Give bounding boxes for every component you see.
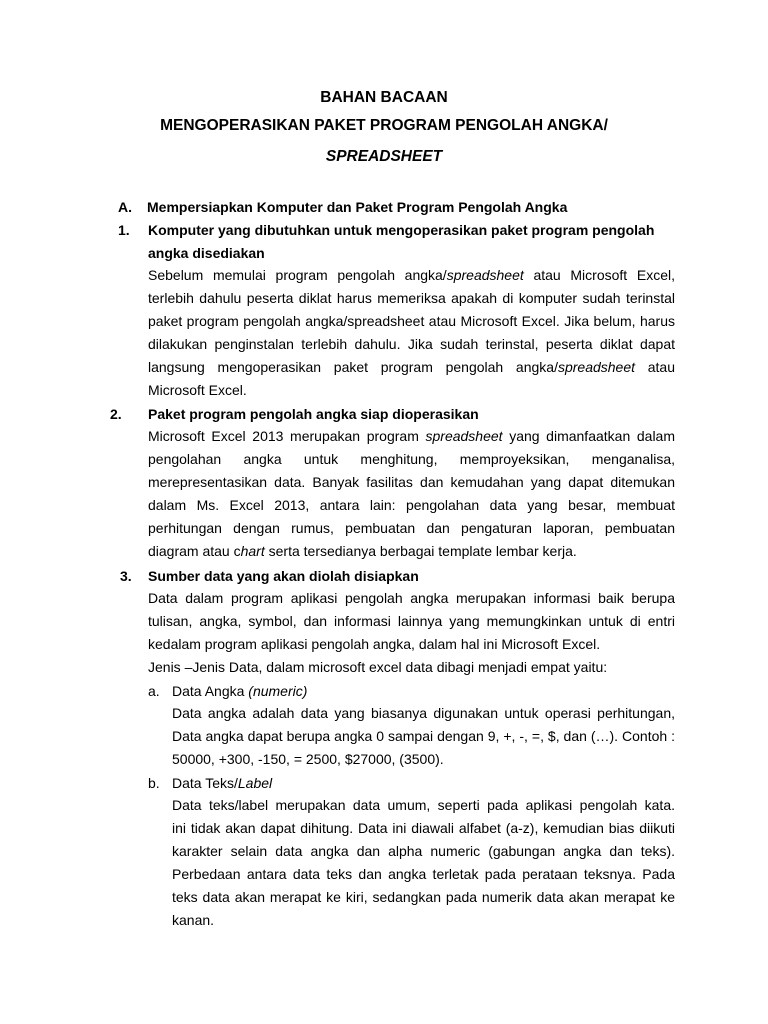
sub-b-marker: b.: [148, 775, 160, 791]
item1-para-line3: paket program pengolah angka/spreadsheet atau Microsoft Excel. Jika belum, harus: [148, 313, 675, 329]
sub-a-para-line3: 50000, +300, -150, = 2500, $27000, (3500).: [172, 751, 444, 767]
sub-b-para-line6: kanan.: [172, 912, 215, 928]
item1-para-line1: Sebelum memulai program pengolah angka/spreadsheet atau Microsoft Excel,: [148, 267, 675, 283]
doc-title-line3: [0, 147, 768, 167]
item3-heading: Sumber data yang akan diolah disiapkan: [148, 568, 419, 584]
doc-title-line2: MENGOPERASIKAN PAKET PROGRAM PENGOLAH ANGKA/: [160, 117, 608, 134]
doc-title-italic: SPREADSHEET: [325, 148, 443, 165]
sub-b-para-line2: ini tidak akan dapat dihitung. Data ini diawali alfabet (a-z), kemudian bias diikuti: [172, 820, 675, 836]
item2-para-line6: diagram atau chart serta tersedianya berbagai template lembar kerja.: [148, 543, 577, 559]
item2-para-line1: Microsoft Excel 2013 merupakan program spreadsheet yang dimanfaatkan dalam: [148, 428, 675, 444]
item1-heading-line2: angka disediakan: [148, 245, 265, 261]
sub-a-heading: Data Angka (numeric): [172, 683, 308, 699]
sub-a-para-line1: Data angka adalah data yang biasanya digunakan untuk operasi perhitungan,: [172, 705, 675, 721]
sub-a-para-line2: Data angka dapat berupa angka 0 sampai dengan 9, +, -, =, $, dan (…). Contoh :: [172, 728, 675, 744]
item2-para-line2: pengolahan angka untuk menghitung, memproyeksikan, menganalisa,: [148, 451, 675, 467]
item2-para-line3: merepresentasikan data. Banyak fasilitas dan kemudahan yang dapat ditemukan: [148, 474, 675, 490]
sub-a-marker: a.: [148, 683, 160, 699]
item2-para-line4: dalam Ms. Excel 2013, antara lain: pengolahan data yang besar, membuat: [148, 497, 675, 513]
item3-para-line1: Data dalam program aplikasi pengolah angka merupakan informasi baik berupa: [148, 590, 675, 606]
section-a-heading: Mempersiapkan Komputer dan Paket Program Pengolah Angka: [147, 199, 568, 215]
item3-para-line2: tulisan, angka, symbol, dan informasi lainnya yang memungkinkan untuk di entri: [148, 613, 675, 629]
item2-para-line5: perhitungan dengan rumus, pembuatan dan pengaturan laporan, pembuatan: [148, 520, 675, 536]
section-a-marker: A.: [118, 199, 132, 215]
item1-para-line6: Microsoft Excel.: [148, 382, 247, 398]
item2-heading: Paket program pengolah angka siap dioperasikan: [148, 406, 479, 422]
item1-marker: 1.: [118, 222, 130, 238]
item2-marker: 2.: [110, 406, 122, 422]
sub-b-heading: Data Teks/Label: [172, 775, 273, 791]
sub-b-para-line4: Perbedaan antara data teks dan angka terletak pada perataan teksnya. Pada: [172, 866, 675, 882]
sub-b-para-line1: Data teks/label merupakan data umum, seperti pada aplikasi pengolah kata.: [172, 797, 675, 813]
item1-para-line5: langsung mengoperasikan paket program pengolah angka/spreadsheet atau: [148, 359, 675, 375]
item3-para-line4: Jenis –Jenis Data, dalam microsoft excel data dibagi menjadi empat yaitu:: [148, 659, 608, 675]
item1-para-line4: dilakukan penginstalan terlebih dahulu. Jika sudah terinstal, peserta diklat dapat: [148, 336, 675, 352]
sub-b-para-line5: teks data akan merapat ke kiri, sedangkan pada numerik data akan merapat ke: [172, 889, 675, 905]
item3-marker: 3.: [120, 568, 132, 584]
doc-title-line1: BAHAN BACAAN: [320, 89, 448, 106]
item1-heading-line1: Komputer yang dibutuhkan untuk mengoperasikan paket program pengolah: [148, 222, 655, 238]
item1-para-line2: terlebih dahulu peserta diklat harus memeriksa apakah di komputer sudah terinstal: [148, 290, 675, 306]
item3-para-line3: kedalam program aplikasi pengolah angka, dalam hal ini Microsoft Excel.: [148, 636, 601, 652]
sub-b-para-line3: karakter selain data angka dan alpha numeric (gabungan angka dan teks).: [172, 843, 675, 859]
